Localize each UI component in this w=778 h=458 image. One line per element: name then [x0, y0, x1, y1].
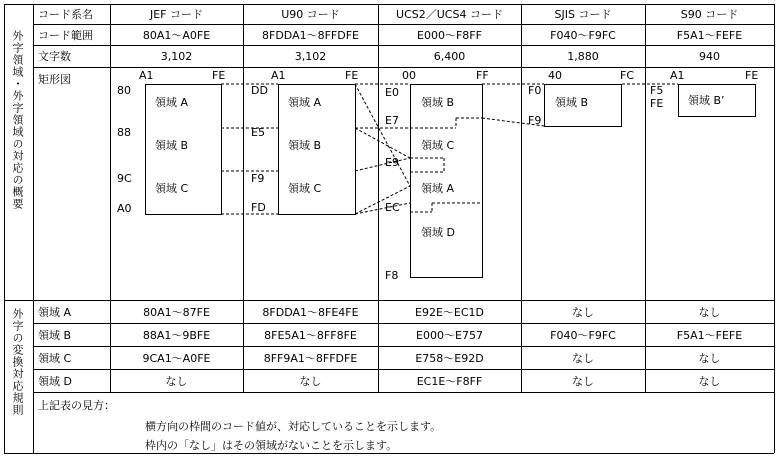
rule-cell: EC1E～F8FF: [416, 374, 483, 388]
rule-cell: 8FF9A1～8FFDFE: [263, 351, 358, 365]
jef-area-a: 領域 A: [155, 96, 189, 109]
rule-cell: なし: [572, 305, 594, 319]
header-s90: S90 コード: [680, 8, 739, 21]
rule-row-label: 領域 C: [38, 351, 72, 365]
jef-row-label: 88: [117, 126, 131, 139]
s90-col-end: FE: [745, 69, 759, 82]
u90-area-a: 領域 A: [288, 96, 322, 109]
rule-cell: 8FE5A1～8FF8FE: [264, 328, 357, 342]
side-label-rules: 外字の変換対応規則: [11, 308, 24, 416]
u90-row-label: F9: [251, 172, 265, 185]
jef-row-label: A0: [117, 202, 132, 215]
jef-col-start: A1: [139, 69, 154, 82]
char-count-jef: 3,102: [160, 49, 193, 63]
header-ucs: UCS2／UCS4 コード: [396, 8, 503, 21]
code-range-jef: 80A1～A0FE: [142, 28, 211, 42]
notes-line: 枠内の「なし」はその領域がないことを示します。: [145, 439, 398, 452]
jef-row-label: 80: [117, 84, 131, 97]
rule-cell: なし: [165, 374, 188, 388]
rule-cell: なし: [572, 351, 594, 365]
char-count-sjis: 1,880: [567, 49, 599, 63]
sjis-row-label: F9: [528, 114, 542, 127]
side-label-overview: 外字領域・外字領域の対応の概要: [11, 30, 24, 210]
rule-cell: なし: [698, 351, 721, 365]
rule-cell: E92E～EC1D: [415, 305, 484, 319]
ucs-area-d: 領域 D: [421, 226, 455, 239]
ucs-area-b: 領域 B: [421, 96, 455, 109]
s90-col-start: A1: [670, 69, 685, 82]
header-sjis: SJIS コード: [554, 8, 612, 21]
char-count-s90: 940: [699, 49, 720, 63]
rule-cell: なし: [299, 374, 322, 388]
jef-row-label: 9C: [117, 172, 132, 185]
jef-col-end: FE: [212, 69, 226, 82]
ucs-row-label: F8: [385, 269, 399, 282]
rule-cell: 88A1～9BFE: [142, 328, 211, 342]
rule-cell: F5A1～FEFE: [676, 328, 743, 342]
header-jef: JEF コード: [149, 8, 204, 21]
code-range-ucs: E000～F8FF: [417, 28, 482, 42]
ucs-row-label: E9: [385, 156, 399, 169]
s90-row-label: F5: [650, 84, 664, 97]
ucs-col-start: 00: [402, 69, 416, 82]
rule-cell: 8FDDA1～8FE4FE: [262, 305, 359, 319]
s90-area-b-prime: 領域 B’: [688, 94, 725, 107]
rule-cell: 80A1～87FE: [143, 305, 210, 319]
ucs-col-end: FF: [476, 69, 489, 82]
rule-cell: なし: [572, 374, 594, 388]
header-code-system: コード系名: [38, 8, 93, 21]
u90-area-c: 領域 C: [288, 182, 322, 195]
ucs-area-c: 領域 C: [421, 139, 455, 152]
ucs-row-label: E0: [385, 86, 399, 99]
ucs-row-label: EC: [385, 201, 400, 214]
notes-title: 上記表の見方：: [38, 399, 115, 412]
code-range-sjis: F040～F9FC: [550, 28, 616, 42]
u90-col-end: FE: [345, 69, 359, 82]
rule-cell: なし: [698, 374, 721, 388]
sjis-col-start: 40: [548, 69, 562, 82]
row-label-code-range: コード範囲: [38, 28, 93, 42]
sjis-row-label: F0: [528, 84, 542, 97]
ucs-row-label: E7: [385, 114, 399, 127]
rule-row-label: 領域 A: [38, 305, 72, 319]
code-range-u90: 8FDDA1～8FFDFE: [262, 28, 359, 42]
rule-cell: F040～F9FC: [550, 328, 616, 342]
jef-area-b: 領域 B: [155, 139, 189, 152]
rule-cell: 9CA1～A0FE: [142, 351, 211, 365]
char-count-u90: 3,102: [294, 49, 327, 63]
rule-cell: なし: [698, 305, 721, 319]
char-count-ucs: 6,400: [433, 49, 466, 63]
row-label-char-count: 文字数: [38, 50, 71, 63]
notes-line: 横方向の枠間のコード値が、対応していることを示します。: [145, 420, 442, 433]
sjis-area-b: 領域 B: [555, 96, 589, 109]
ucs-area-a: 領域 A: [421, 182, 455, 195]
u90-col-start: A1: [271, 69, 286, 82]
u90-area-b: 領域 B: [288, 139, 322, 152]
rule-row-label: 領域 D: [38, 374, 72, 388]
u90-row-label: E5: [251, 126, 265, 139]
rule-cell: E000～E757: [416, 328, 483, 342]
row-label-diagram: 矩形図: [38, 73, 71, 86]
sjis-col-end: FC: [620, 69, 635, 82]
code-range-s90: F5A1～FEFE: [676, 28, 743, 42]
u90-row-label: FD: [251, 201, 266, 214]
jef-area-c: 領域 C: [155, 182, 189, 195]
header-u90: U90 コード: [281, 8, 340, 21]
s90-row-label: FE: [650, 97, 664, 110]
rule-row-label: 領域 B: [38, 328, 72, 342]
u90-row-label: DD: [251, 84, 268, 97]
rule-cell: E758～E92D: [415, 351, 484, 365]
